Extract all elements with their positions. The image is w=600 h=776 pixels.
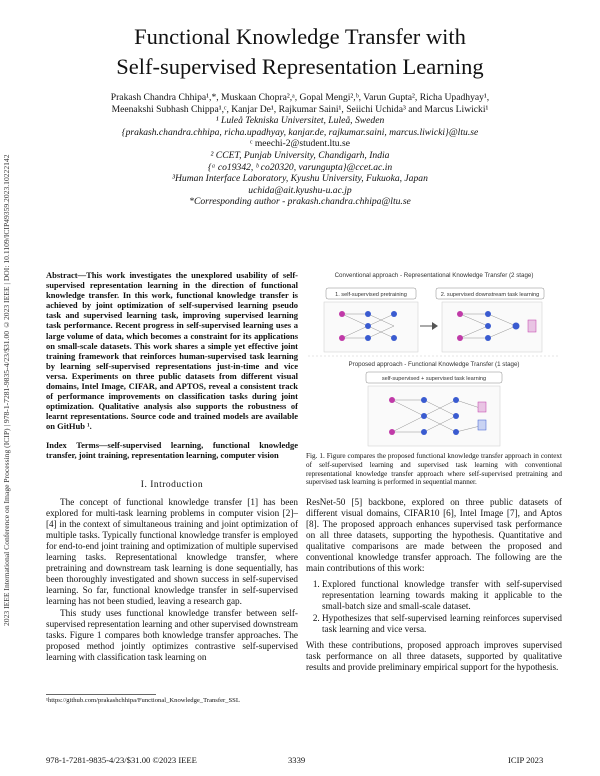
footer-copyright: 978-1-7281-9835-4/23/$31.00 ©2023 IEEE (46, 755, 197, 765)
fig-bottom-title: Proposed approach - Functional Knowledge Transfer (1 stage) (348, 361, 520, 368)
affiliation-1: ¹ Luleå Tekniska Universitet, Luleå, Sweden (215, 115, 385, 127)
network-2 (442, 302, 542, 352)
author-line-1: Prakash Chandra Chhipa¹,*, Muskaan Chopra²,ᵃ, Gopal Mengi²,ᵇ, Varun Gupta², Richa Upadhyay¹, (110, 92, 490, 103)
fig-top-title: Conventional approach - Representational Knowledge Transfer (2 stage) (334, 272, 534, 279)
right-column-text (306, 497, 562, 678)
fig-box3-label: self-supervised + supervised task learning (381, 376, 487, 382)
paper-title (40, 22, 560, 82)
figure-diagram (308, 268, 560, 450)
emails-2: {ᵃ co19342, ᵇ co20320, varungupta}@ccet.ac.in (207, 161, 393, 173)
introduction-text (46, 497, 298, 664)
intro-paragraph-1: The concept of functional knowledge transfer [1] has been explored for multi-task learning problems in computer vision [2]–[4] in the context of simultaneous training and joint optimization of multiple tasks. Typically functional knowledge transfer is employed for end-to-end joint training and optimization of multiple supervised learning tasks. Representational knowledge transfer, where pretraining and downstream task learning is done sequentially, has been thoroughly investigated and shown success in self-supervised learning. So far, functional knowledge transfer in self-supervised learning has not been studied, leaving a research gap. (46, 497, 298, 606)
affiliation-2: ² CCET, Punjab University, Chandigarh, India (210, 149, 390, 161)
footer-page-number: 3339 (288, 755, 306, 765)
author-block (40, 92, 560, 208)
fig-box1-label: 1. self-supervised pretraining (335, 292, 407, 298)
affiliation-3: ³Human Interface Laboratory, Kyushu University, Fukuoka, Japan (172, 173, 428, 185)
network-1 (324, 302, 418, 352)
author-line-2: Meenakshi Subhash Chippa¹,ᶜ, Kanjar De¹, Rajkumar Saini¹, Seiichi Uchida³ and Marcus Liwicki¹ (111, 103, 489, 115)
abstract: Abstract—This work investigates the unexplored usability of self-supervised representation learning in the direction of functional knowledge transfer. In this work, functional knowledge transfer is achieved by joint optimization of self-supervised learning pseudo task and supervised learning task, improving supervised learning task performance. Recent progress in self-supervised learning uses a large volume of data, which becomes a constraint for its applications on small-scale datasets. This work shares a simple yet effective joint training framework that reinforces human-supervised task learning by learning self-supervised representations just-in-time and vice versa. Experiments on three public datasets from different visual domains, Intel Image, CIFAR, and APTOS, reveal a consistent track of performance improvements on classification tasks during joint optimization. Qualitative analysis also supports the robustness of learnt representations. Source code and trained models are available on GitHub ¹. (46, 270, 298, 432)
right-paragraph-1: ResNet-50 [5] backbone, explored on three public datasets of different visual domains, CIFAR10 [6], Intel Image [7], and Aptos [8]. The proposed approach enhances supervised task performance on all three datasets, supporting the hypothesis. Quantitative and qualitative comparisons are made between the proposed and conventional knowledge transfer approach. The following are the main contributions of this work: (306, 497, 562, 573)
emails-3: uchida@ait.kyushu-u.ac.jp (248, 184, 352, 196)
network-joint (368, 386, 500, 446)
fig-box2-label: 2. supervised downstream task learning (440, 292, 540, 298)
index-terms: Index Terms—self-supervised learning, functional knowledge transfer, joint training, representation learning, computer vision (46, 440, 298, 461)
emails-1c: ᶜ meechi-2@student.ltu.se (249, 138, 350, 150)
footer-conference: ICIP 2023 (508, 755, 544, 765)
emails-1: {prakash.chandra.chhipa, richa.upadhyay, kanjar.de, rajkumar.saini, marcus.liwicki}@ltu.se (121, 126, 479, 138)
sidebar-citation: 2023 IEEE International Conference on Image Processing (ICIP) | 978-1-7281-9835-4/23/$31.00 ©2023 IEEE | DOI: 10.1109/ICIP49359.2023.10222142 (2, 154, 11, 626)
section-title: I. Introduction (140, 480, 204, 490)
footnote: ¹https://github.com/prakashchhipa/Functional_Knowledge_Transfer_SSL (46, 694, 156, 705)
contribution-item: 2. Hypothesizes that self-supervised learning reinforces supervised task learning and vice versa. (322, 613, 562, 635)
figure-caption: Fig. 1. Figure compares the proposed functional knowledge transfer approach in context of self-supervised learning and supervised task learning with conventional representational knowledge transfer approach where self-supervised pretraining and supervised task learning is performed in sequential manner. (306, 452, 562, 487)
corresponding-author: *Corresponding author - prakash.chandra.chhipa@ltu.se (189, 196, 411, 208)
intro-paragraph-2: This study uses functional knowledge transfer between self-supervised representation learning and other supervised downstream tasks. Figure 1 compares both knowledge transfer approaches. The proposed method jointly optimizes contrastive self-supervised learning with classification task learning on (46, 608, 298, 662)
contributions-list (306, 579, 562, 635)
title-line-2: Self-supervised Representation Learning (116, 54, 484, 79)
figure-1 (308, 268, 560, 450)
title-line-1: Functional Knowledge Transfer with (134, 24, 466, 49)
contribution-item: 1. Explored functional knowledge transfer with self-supervised representation learning towards making it applicable to the small-batch size and small-scale dataset. (322, 579, 562, 612)
transfer-arrow (420, 322, 438, 330)
right-paragraph-2: With these contributions, proposed approach improves supervised task performance on all three datasets, supported by qualitative results and provide preliminary empirical support for the hypothesis. (306, 640, 562, 672)
